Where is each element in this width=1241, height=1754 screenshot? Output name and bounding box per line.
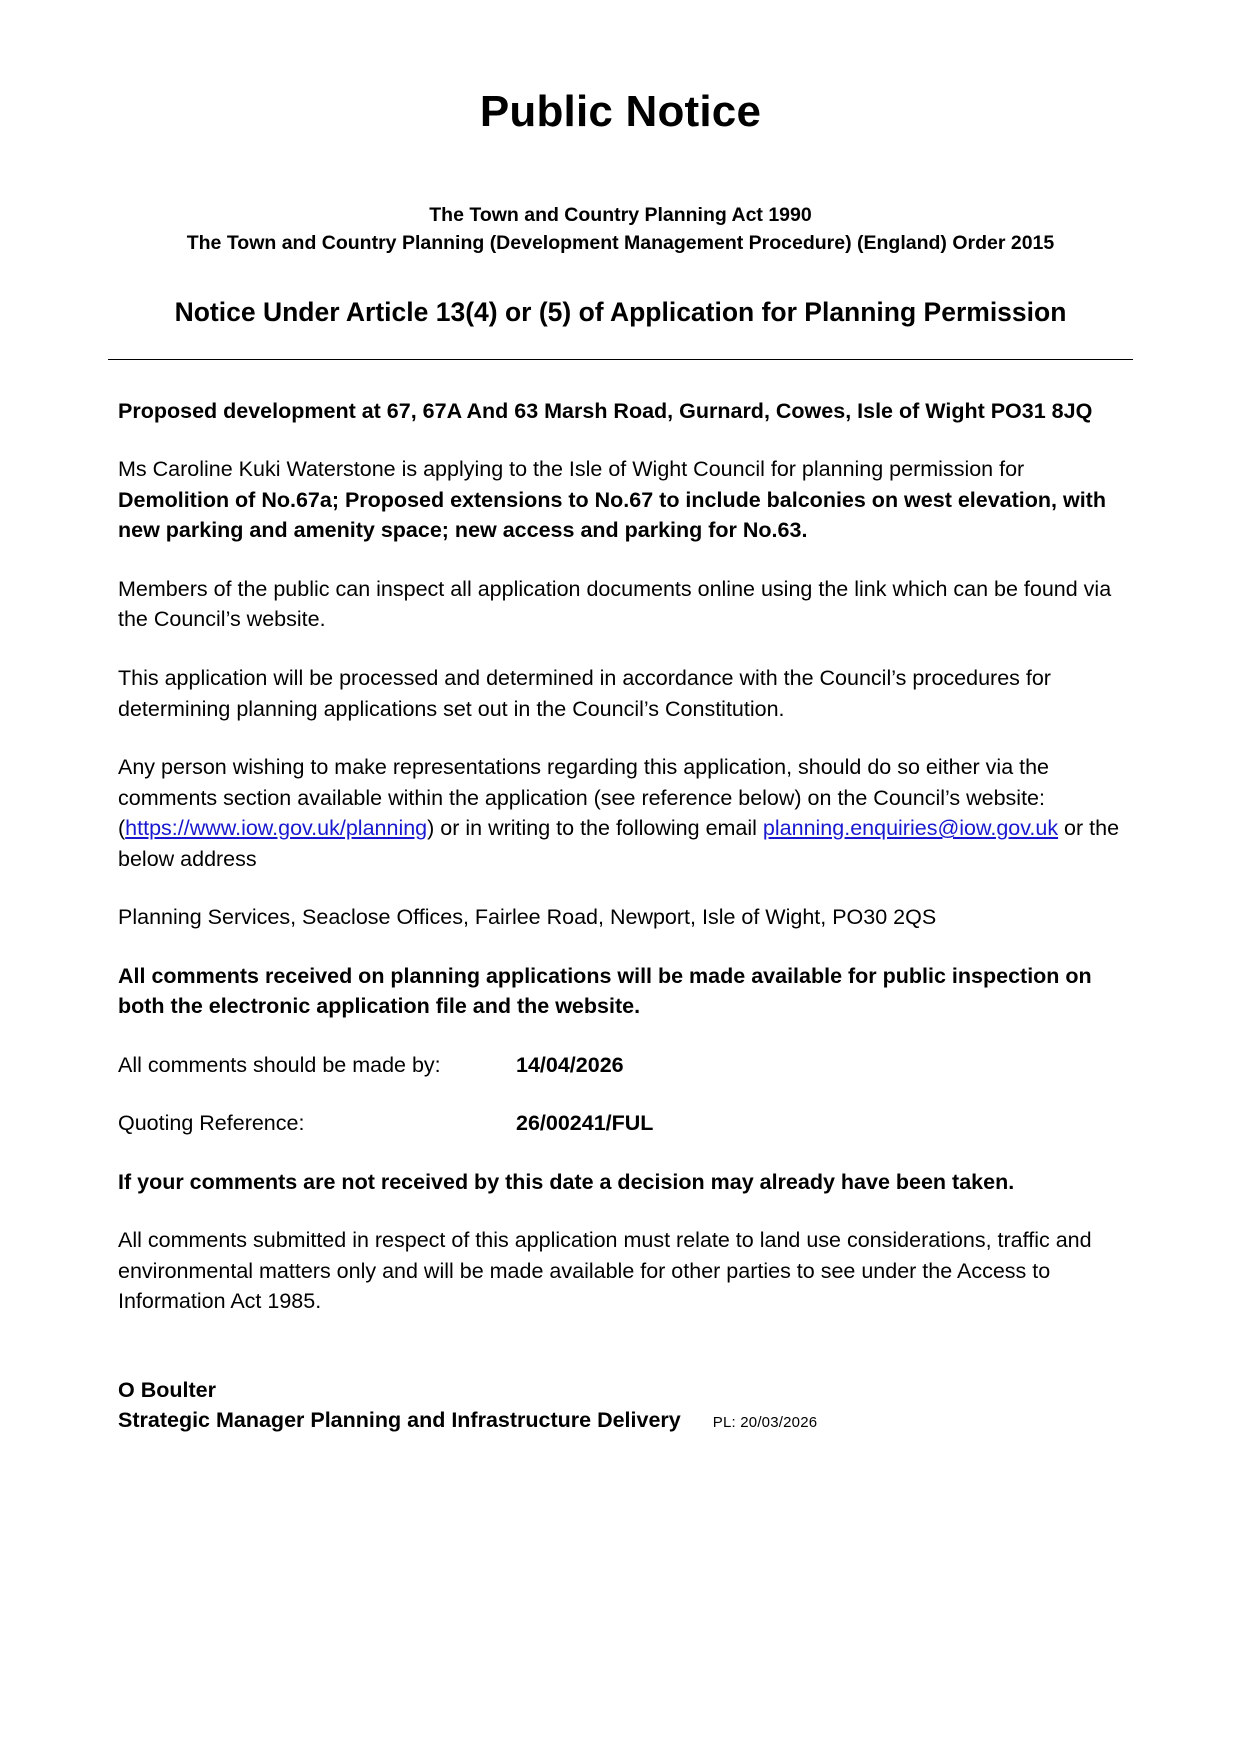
comments-deadline-row xyxy=(118,1050,1123,1081)
divider xyxy=(108,359,1133,360)
proposed-development: Proposed development at 67, 67A And 63 Marsh Road, Gurnard, Cowes, Isle of Wight PO31 8JQ xyxy=(118,398,1093,423)
representations-paragraph xyxy=(118,752,1123,874)
land-use-paragraph: All comments submitted in respect of this application must relate to land use considerations, traffic and environmental matters only and will be made available for other parties to see under the Access to Information Act 1985. xyxy=(118,1228,1092,1314)
comments-deadline-value: 14/04/2026 xyxy=(516,1052,624,1077)
act-line-2: The Town and Country Planning (Development Management Procedure) (England) Order 2015 xyxy=(186,232,1055,255)
applicant-proposal-paragraph xyxy=(118,454,1123,546)
signoff-block xyxy=(118,1375,1123,1436)
planning-enquiries-email-link[interactable]: planning.enquiries@iow.gov.uk xyxy=(762,816,1059,841)
signatory-role: Strategic Manager Planning and Infrastructure Delivery xyxy=(118,1408,681,1433)
processing-paragraph: This application will be processed and determined in accordance with the Council’s procedures for determining planning applications set out in the Council’s Constitution. xyxy=(118,665,1051,721)
reference-value: 26/00241/FUL xyxy=(516,1111,654,1136)
inspect-paragraph: Members of the public can inspect all application documents online using the link which can be found via the Council’s website. xyxy=(118,576,1112,632)
page-title: Public Notice xyxy=(479,87,762,136)
representations-part3: or the below address xyxy=(118,816,1120,871)
council-website-link[interactable]: https://www.iow.gov.uk/planning xyxy=(125,816,428,841)
pl-stamp: PL: 20/03/2026 xyxy=(712,1414,818,1432)
acts-heading xyxy=(108,202,1133,257)
comments-deadline-label: All comments should be made by: xyxy=(118,1052,441,1077)
representations-part1: Any person wishing to make representations regarding this application, should do so either via the comments section available within the application (see reference below) on the Council’s website: ( xyxy=(118,755,1050,841)
late-comments-warning: If your comments are not received by this date a decision may already have been taken. xyxy=(118,1169,1015,1194)
public-inspection-notice: All comments received on planning applications will be made available for public inspection on both the electronic application file and the website. xyxy=(118,963,1092,1019)
signatory-role-line xyxy=(118,1405,1123,1436)
postal-address: Planning Services, Seaclose Offices, Fairlee Road, Newport, Isle of Wight, PO30 2QS xyxy=(118,905,937,930)
article-heading: Notice Under Article 13(4) or (5) of Application for Planning Permission xyxy=(174,296,1067,327)
reference-label: Quoting Reference: xyxy=(118,1111,305,1136)
notice-body xyxy=(108,396,1133,1436)
proposal-description-text: Demolition of No.67a; Proposed extensions to No.67 to include balconies on west elevation, with new parking and amenity space; new access and parking for No.63. xyxy=(118,487,1106,543)
reference-row xyxy=(118,1108,1123,1139)
act-line-1: The Town and Country Planning Act 1990 xyxy=(429,204,812,227)
representations-part2: ) or in writing to the following email xyxy=(427,816,763,841)
signatory-name: O Boulter xyxy=(118,1377,216,1402)
applicant-intro-text: Ms Caroline Kuki Waterstone is applying to the Isle of Wight Council for planning permission for xyxy=(118,457,1025,482)
